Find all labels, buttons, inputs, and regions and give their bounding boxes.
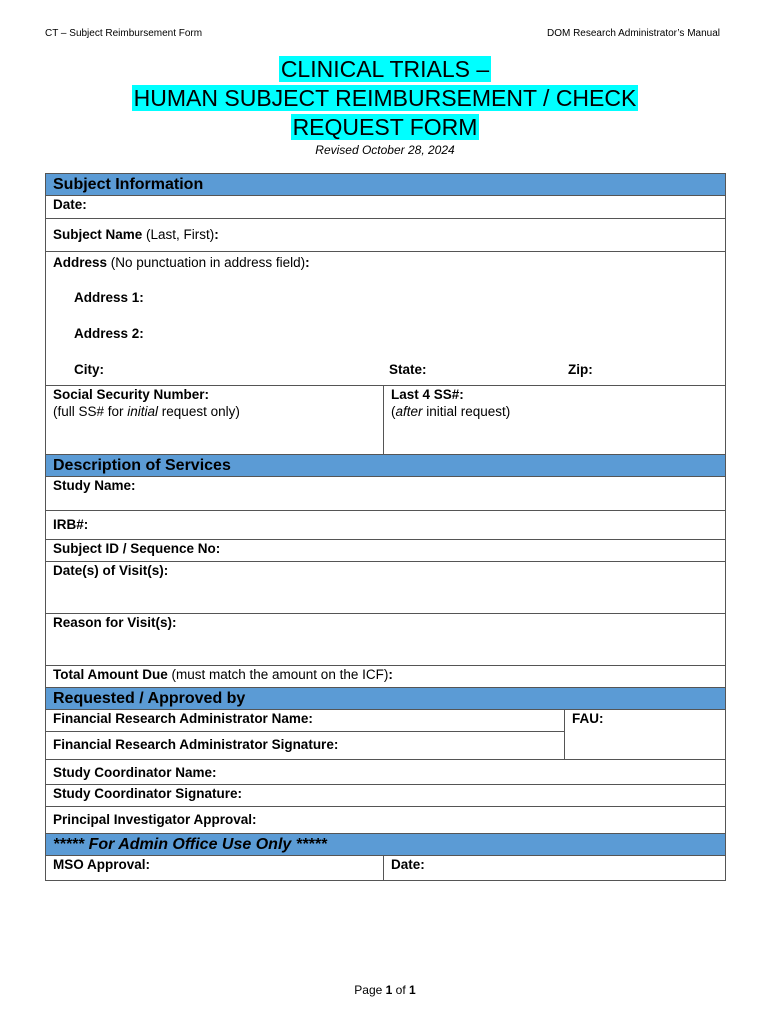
last4-label: Last 4 SS#:: [391, 387, 464, 402]
sc-signature-field[interactable]: Study Coordinator Signature:: [46, 785, 726, 807]
section-description-of-services: Description of Services: [46, 455, 726, 477]
title-line-2: HUMAN SUBJECT REIMBURSEMENT / CHECK: [133, 85, 637, 111]
section-requested-approved: Requested / Approved by: [46, 688, 726, 710]
reimbursement-form-table: [45, 173, 726, 881]
pi-approval-field[interactable]: Principal Investigator Approval:: [46, 807, 726, 834]
footer-page-label: Page: [354, 983, 386, 997]
subject-name-colon: :: [214, 227, 219, 242]
header-left-text: CT – Subject Reimbursement Form: [45, 28, 203, 39]
date-field[interactable]: Date:: [46, 196, 726, 219]
total-amount-field[interactable]: [46, 666, 726, 688]
ssn-note: [53, 403, 376, 420]
address-note: (No punctuation in address field): [107, 255, 306, 270]
subject-name-note: (Last, First): [142, 227, 215, 242]
page-footer: [0, 983, 770, 997]
ssn-label: Social Security Number:: [53, 387, 210, 402]
address1-field[interactable]: Address 1:: [74, 290, 144, 305]
total-amount-label: Total Amount Due: [53, 667, 168, 682]
last4-note-post: initial request): [422, 404, 511, 419]
ssn-note-pre: (full SS# for: [53, 404, 128, 419]
last4-note: [391, 403, 718, 420]
title-line-1: CLINICAL TRIALS –: [280, 56, 490, 82]
address2-field[interactable]: Address 2:: [74, 326, 144, 341]
ssn-note-em: initial: [127, 404, 159, 419]
header-right-text: DOM Research Administrator’s Manual: [546, 28, 720, 39]
ssn-note-post: request only): [158, 404, 240, 419]
section-admin-office: ***** For Admin Office Use Only *****: [46, 834, 726, 856]
total-amount-note: (must match the amount on the ICF): [167, 667, 389, 682]
address-heading: [53, 255, 310, 270]
title-block: [0, 55, 770, 157]
reason-for-visit-field[interactable]: Reason for Visit(s):: [46, 614, 726, 666]
revised-date: Revised October 28, 2024: [315, 143, 455, 157]
footer-current-page: 1: [385, 983, 393, 997]
address-label: Address: [53, 255, 108, 270]
section-subject-information: Subject Information: [46, 174, 726, 196]
fra-signature-field[interactable]: Financial Research Administrator Signature:: [46, 732, 565, 760]
zip-field[interactable]: Zip:: [568, 362, 593, 377]
mso-approval-field[interactable]: MSO Approval:: [46, 856, 384, 881]
subject-name-field[interactable]: [46, 219, 726, 252]
total-amount-colon: :: [388, 667, 393, 682]
subject-id-field[interactable]: Subject ID / Sequence No:: [46, 540, 726, 562]
last4-note-pre: (: [391, 404, 396, 419]
last4-ssn-field[interactable]: [384, 386, 726, 455]
address-block: [46, 252, 726, 386]
dates-of-visit-field[interactable]: Date(s) of Visit(s):: [46, 562, 726, 614]
mso-date-field[interactable]: Date:: [384, 856, 726, 881]
last4-note-em: after: [395, 404, 423, 419]
subject-name-label: Subject Name: [53, 227, 143, 242]
irb-field[interactable]: IRB#:: [46, 511, 726, 540]
fra-name-field[interactable]: Financial Research Administrator Name:: [46, 710, 565, 732]
footer-total-pages: 1: [409, 983, 416, 997]
state-field[interactable]: State:: [389, 362, 427, 377]
ssn-field[interactable]: [46, 386, 384, 455]
sc-name-field[interactable]: Study Coordinator Name:: [46, 760, 726, 785]
study-name-field[interactable]: Study Name:: [46, 477, 726, 511]
fau-field[interactable]: FAU:: [565, 710, 726, 760]
address-colon: :: [305, 255, 310, 270]
city-field[interactable]: City:: [74, 362, 104, 377]
title-line-3: REQUEST FORM: [292, 114, 478, 140]
footer-of-label: of: [392, 983, 410, 997]
